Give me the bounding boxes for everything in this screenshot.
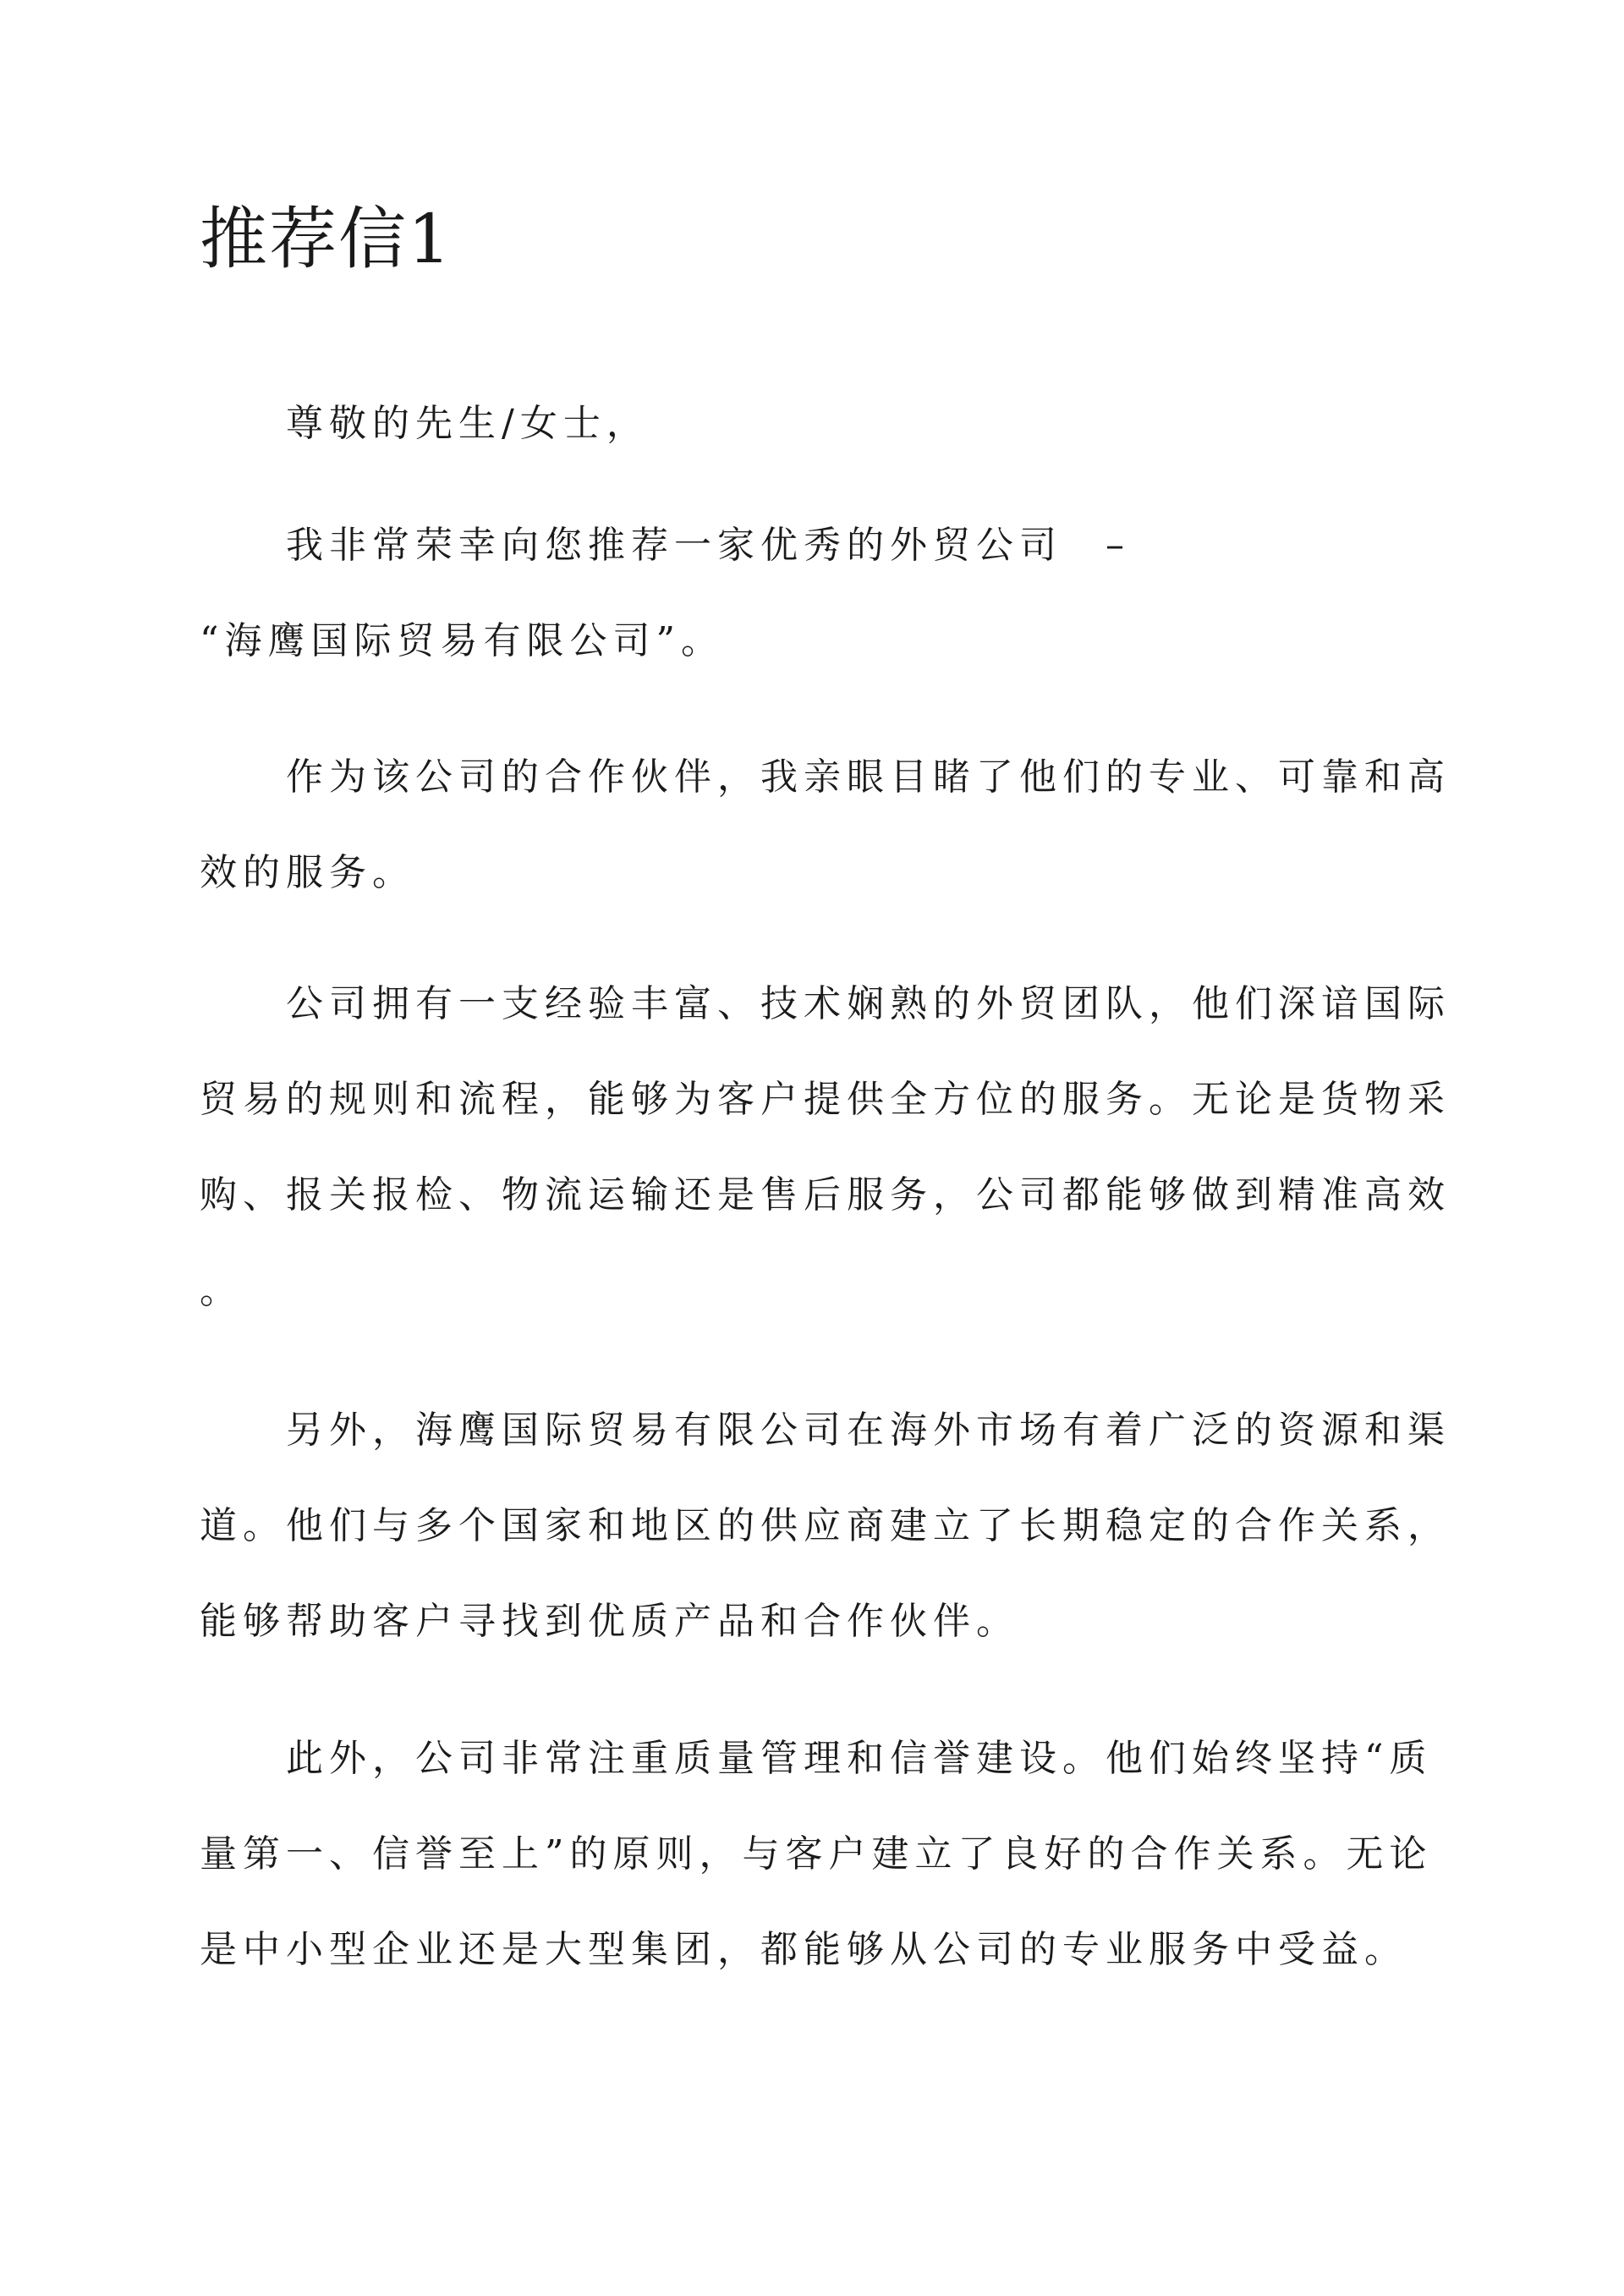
paragraph-line: 效的服务。 [200, 851, 415, 894]
paragraph-line: 是中小型企业还是大型集团，都能够从公司的专业服务中受益。 [200, 1928, 1407, 1971]
page-title: 推荐信1 [200, 200, 453, 278]
paragraph-line: 道。他们与多个国家和地区的供应商建立了长期稳定的合作关系， [200, 1504, 1451, 1547]
paragraph-3 [200, 956, 1451, 1338]
paragraph-line: 贸易的规则和流程，能够为客户提供全方位的服务。无论是货物采 [200, 1078, 1451, 1121]
paragraph-line: 公司拥有一支经验丰富、技术娴熟的外贸团队，他们深谙国际 [200, 982, 1451, 1025]
salutation [200, 376, 1426, 471]
paragraph-line: 购、报关报检、物流运输还是售后服务，公司都能够做到精准高效 [200, 1173, 1451, 1217]
paragraph-4 [200, 1382, 1451, 1669]
paragraph-line: 另外，海鹰国际贸易有限公司在海外市场有着广泛的资源和渠 [200, 1409, 1451, 1452]
paragraph-line: “海鹰国际贸易有限公司”。 [200, 619, 724, 662]
paragraph-line: 。 [200, 1269, 243, 1312]
paragraph-line: 量第一、信誉至上”的原则，与客户建立了良好的合作关系。无论 [200, 1832, 1433, 1876]
paragraph-line: 我非常荣幸向您推荐一家优秀的外贸公司 – [200, 524, 1130, 567]
paragraph-2 [200, 729, 1451, 920]
paragraph-line: 能够帮助客户寻找到优质产品和合作伙伴。 [200, 1600, 1019, 1643]
salutation-line: 尊敬的先生/女士， [286, 402, 650, 445]
paragraph-line: 此外，公司非常注重质量管理和信誉建设。他们始终坚持“质 [200, 1737, 1433, 1780]
paragraph-line: 作为该公司的合作伙伴，我亲眼目睹了他们的专业、可靠和高 [200, 755, 1451, 799]
paragraph-1 [200, 497, 1426, 689]
paragraph-5 [200, 1711, 1433, 1997]
